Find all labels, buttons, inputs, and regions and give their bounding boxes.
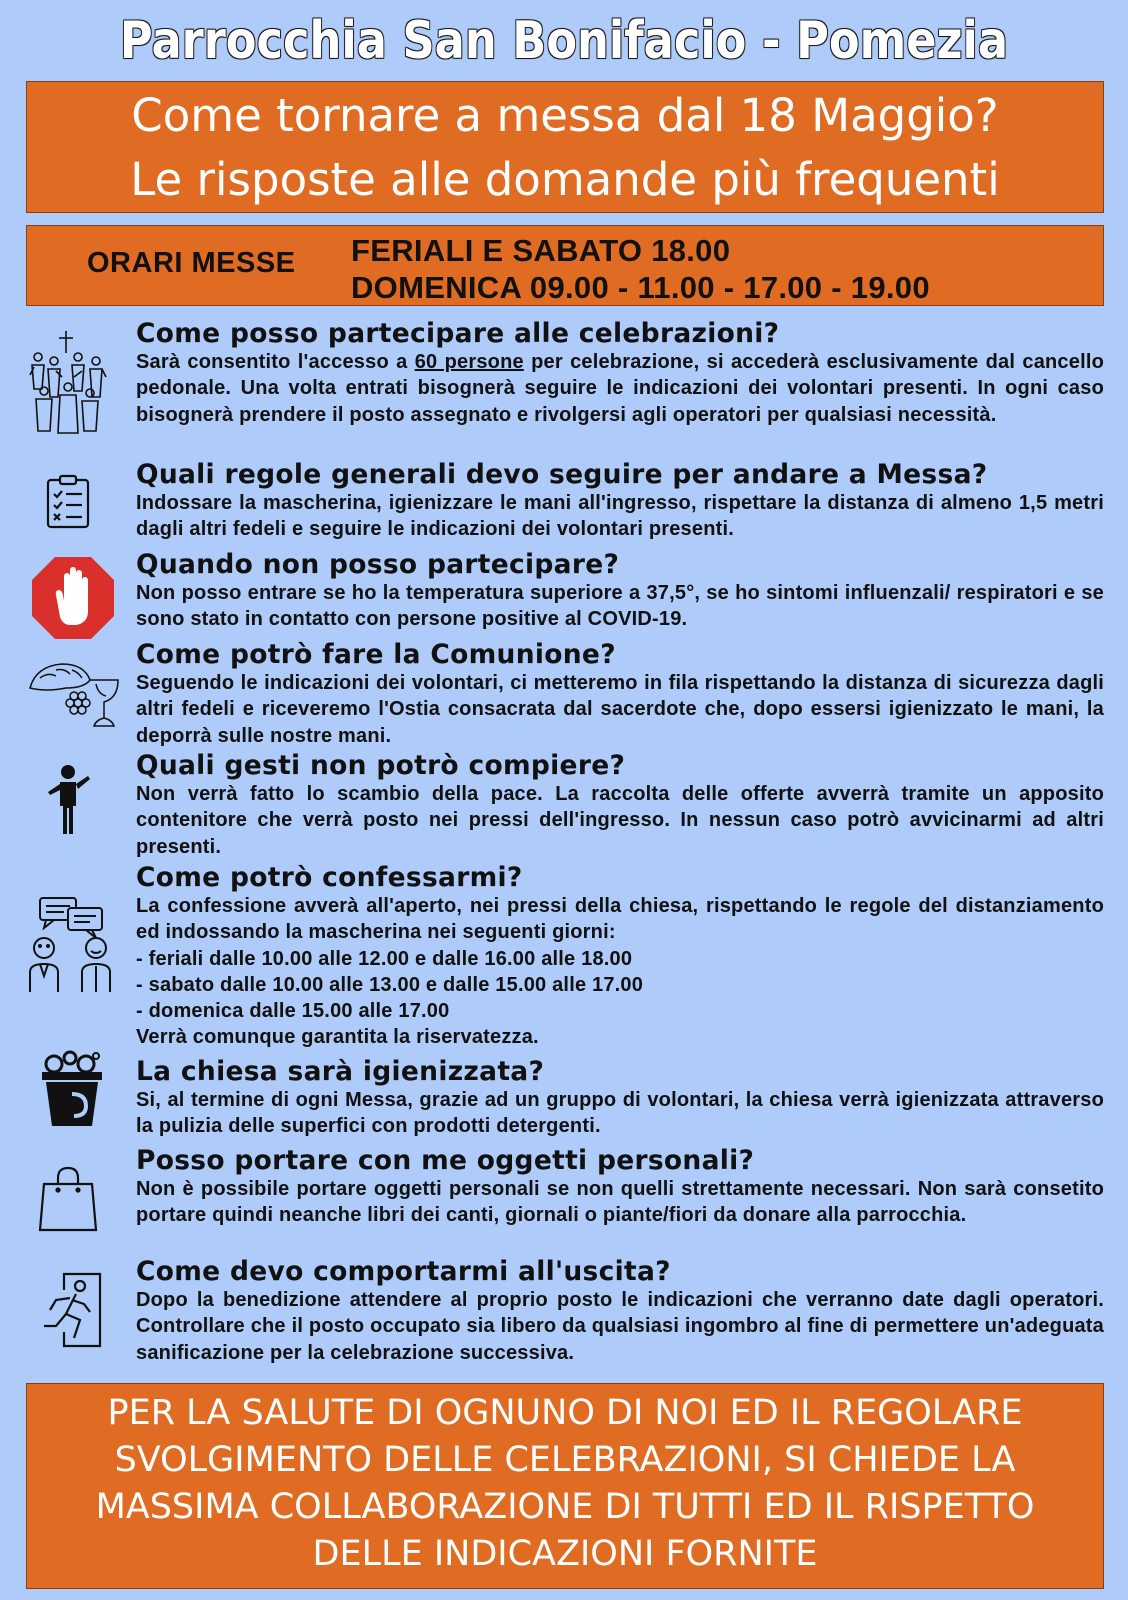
mass-times-sunday: DOMENICA 09.00 - 11.00 - 17.00 - 19.00 (351, 270, 930, 305)
faq-question: Come potrò fare la Comunione? (136, 639, 616, 670)
person-gesture-icon (44, 762, 94, 836)
faq-answer: Non posso entrare se ho la temperatura superiore a 37,5°, se ho sintomi influenzali/ respiratori e se sono stato in contatto con persone positive al COVID-19. (136, 582, 1104, 631)
faq-question: Quali gesti non potrò compiere? (136, 750, 626, 781)
faq-question: Posso portare con me oggetti personali? (136, 1145, 755, 1176)
checklist-icon (44, 474, 92, 530)
faq-answer: Sarà consentito l'accesso a 60 persone per celebrazione, si accederà esclusivamente dal cancello pedonale. Una volta entrati bisognerà seguire le indicazioni dei volontari presenti. In ogni caso bisognerà prendere il posto assegnato e rivolgersi agli operatori per qualsiasi necessità. (136, 351, 1105, 426)
footer-line-4: DELLE INDICAZIONI FORNITE (312, 1534, 818, 1574)
conversation-icon (26, 896, 116, 994)
stop-hand-icon (30, 555, 116, 641)
faq-question: Quando non posso partecipare? (136, 549, 620, 580)
faq-question: La chiesa sarà igienizzata? (136, 1056, 545, 1087)
faq-cannot-attend (136, 550, 1104, 633)
cleaning-bucket-icon (40, 1050, 104, 1128)
faq-personal-items (136, 1146, 1104, 1229)
faq-question: Come potrò confessarmi? (136, 862, 523, 893)
faq-communion (136, 640, 1104, 749)
mass-times-banner (26, 225, 1104, 306)
faq-gestures (136, 751, 1104, 860)
footer-line-3: MASSIMA COLLABORAZIONE DI TUTTI ED IL RISPETTO (95, 1487, 1035, 1527)
shopping-bag-icon (36, 1166, 100, 1234)
faq-answer: Dopo la benedizione attendere al proprio posto le indicazioni che verranno date dagli operatori. Controllare che il posto occupato sia libero da qualsiasi ingombro al fine di permettere un'adeguata sanificazione per la celebrazione successiva. (136, 1289, 1104, 1364)
faq-answer: La confessione avverà all'aperto, nei pressi della chiesa, rispettando le regole del distanziamento ed indossando la mascherina nei seguenti giorni: - feriali dalle 10.00 alle 12.00 e dalle 16.00 alle 18.00 - sabato dalle 10.00 alle 13.00 e dalle 15.00 alle 17.00 - domenica dalle 15.00 alle 17.00 Verrà comunque garantita la riservatezza. (136, 895, 1104, 1049)
mass-times-weekday: FERIALI E SABATO 18.00 (351, 233, 731, 268)
faq-answer: Si, al termine di ogni Messa, grazie ad un gruppo di volontari, la chiesa verrà igienizzata attraverso la pulizia delle superfici con prodotti detergenti. (136, 1089, 1104, 1138)
faq-answer: Seguendo le indicazioni dei volontari, ci metteremo in fila rispettando la distanza di sicurezza dagli altri fedeli e riceveremo l'Ostia consacrata dal sacerdote che, dopo essersi igienizzato le mani, la deporrà sulle nostre mani. (136, 672, 1104, 747)
mass-times-label: ORARI MESSE (87, 247, 296, 279)
faq-answer: Non verrà fatto lo scambio della pace. La raccolta delle offerte avverrà tramite un apposito contenitore che verrà posto nei pressi dell'ingresso. In nessun caso potrò avvicinarmi ad altri presenti. (136, 783, 1104, 858)
faq-general-rules (136, 460, 1104, 543)
subtitle-line-2: Le risposte alle domande più frequenti (130, 153, 1000, 206)
faq-participation (136, 319, 1104, 428)
footer-line-1: PER LA SALUTE DI OGNUNO DI NOI ED IL REGOLARE (107, 1393, 1023, 1433)
faq-question: Come posso partecipare alle celebrazioni? (136, 318, 780, 349)
faq-answer: Indossare la mascherina, igienizzare le mani all'ingresso, rispettare la distanza di almeno 1,5 metri dagli altri fedeli e seguire le indicazioni dei volontari presenti. (136, 492, 1104, 541)
congregation-icon (26, 327, 112, 439)
faq-exit (136, 1257, 1104, 1366)
faq-confession (136, 863, 1104, 1051)
exit-icon (40, 1270, 104, 1350)
footer-line-2: SVOLGIMENTO DELLE CELEBRAZIONI, SI CHIEDE LA (114, 1440, 1016, 1480)
subtitle-banner (26, 81, 1104, 213)
mass-times-list (351, 232, 930, 306)
bread-chalice-icon (26, 658, 120, 730)
page-title: Parrocchia San Bonifacio - Pomezia (119, 11, 1009, 71)
subtitle-line-1: Come tornare a messa dal 18 Maggio? (131, 89, 999, 142)
faq-sanitization (136, 1057, 1104, 1140)
faq-answer: Non è possibile portare oggetti personali se non quelli strettamente necessari. Non sarà consetito portare quindi neanche libri dei canti, giornali o piante/fiori da donare alla parrocchia. (136, 1178, 1104, 1227)
footer-banner (26, 1383, 1104, 1589)
faq-question: Quali regole generali devo seguire per andare a Messa? (136, 459, 988, 490)
faq-question: Come devo comportarmi all'uscita? (136, 1256, 671, 1287)
